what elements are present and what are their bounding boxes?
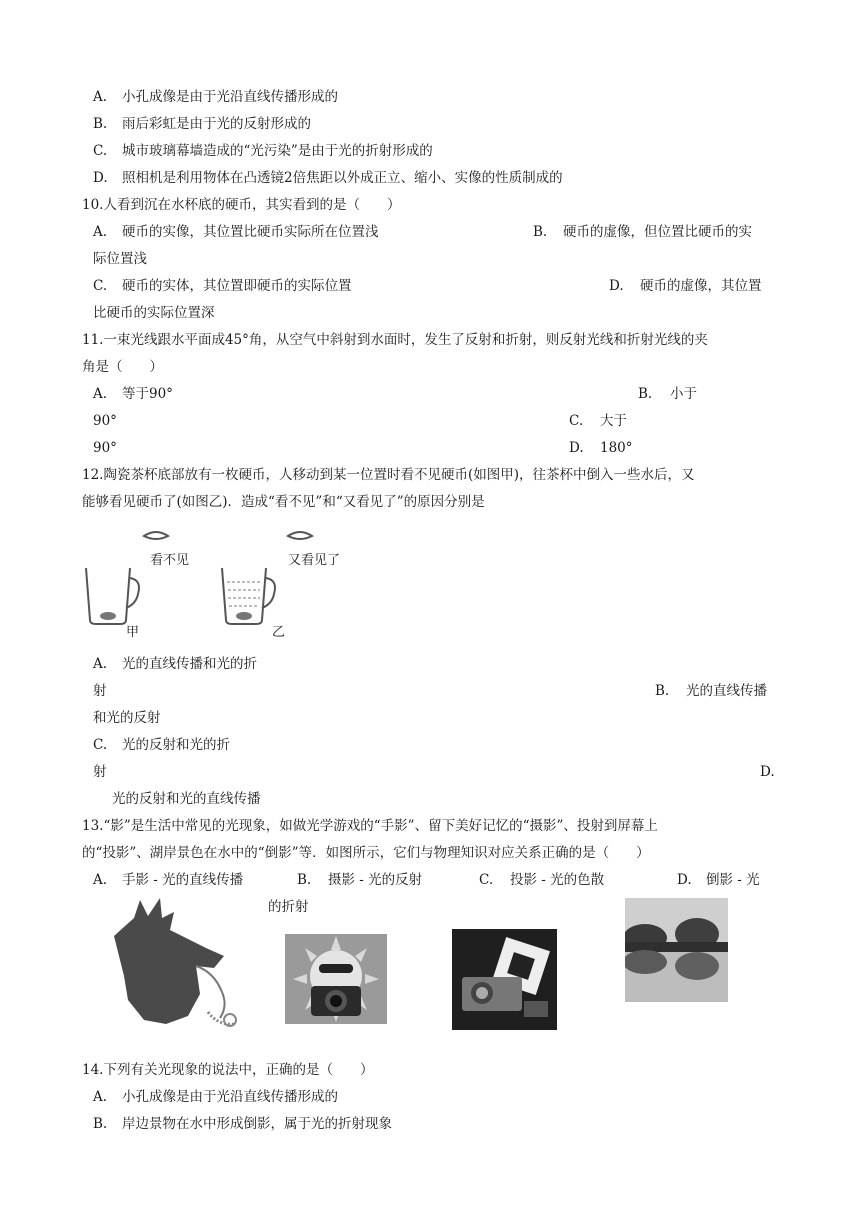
q12-option-c-letter: C. [93,737,108,753]
q10-option-c-letter: C. [93,278,108,294]
q14-option-a-text: 小孔成像是由于光沿直线传播形成的 [122,1089,338,1105]
q9-option-c-letter: C. [93,143,108,159]
q10-option-d-cont: 比硬币的实际位置深 [93,305,215,321]
q13-option-a-text: 手影 - 光的直线传播 [122,872,244,888]
camera-sun-icon [285,934,387,1024]
q14-option-b-letter: B. [93,1116,108,1132]
q11-option-b-cont: 90° [93,413,117,429]
eye-icon-left [144,532,168,539]
q13-option-c-text: 投影 - 光的色散 [510,872,605,888]
q11-option-a-letter: A. [93,386,108,402]
q12-option-d-letter: D. [760,764,775,780]
q10-option-b-text: 硬币的虚像，但位置比硬币的实 [563,224,752,240]
projection-figure [452,929,557,1030]
q13-option-c-letter: C. [479,872,494,888]
lake-reflection-icon [625,898,728,1002]
q10-option-c-text: 硬币的实体，其位置即硬币的实际位置 [122,278,352,294]
q9-option-d-letter: D. [93,170,108,186]
q13-stem-line2: 的“投影”、湖岸景色在水中的“倒影”等．如图所示，它们与物理知识对应关系正确的是（ ） [82,845,650,861]
q13-option-d-cont: 的折射 [268,899,309,915]
q11-option-c-letter: C. [569,413,584,429]
q14-option-b-text: 岸边景物在水中形成倒影，属于光的折射现象 [122,1116,392,1132]
q12-option-c-text: 光的反射和光的折 [122,737,230,753]
q11-option-c-text: 大于 [600,413,627,429]
q9-option-b-text: 雨后彩虹是由于光的反射形成的 [122,116,311,132]
q13-option-b-text: 摄影 - 光的反射 [328,872,423,888]
q13-option-b-letter: B. [297,872,312,888]
q11-stem-line2: 角是（ ） [82,359,163,375]
q11-option-c-cont: 90° [93,440,117,456]
eye-icon-right [288,532,312,539]
hand-shadow-deer-icon [104,896,252,1032]
q11-stem-line1: 11.一束光线跟水平面成45°角，从空气中斜射到水面时，发生了反射和折射，则反射光线和折射光线的夹 [82,332,708,348]
q14-option-a-letter: A. [93,1089,108,1105]
reflection-figure [625,898,728,1002]
q10-option-a-letter: A. [93,224,108,240]
coin-right-icon [236,612,252,620]
q11-option-d-letter: D. [569,440,584,456]
q12-stem-line2: 能够看见硬币了(如图乙)．造成“看不见”和“又看见了”的原因分别是 [82,494,485,510]
q13-option-a-letter: A. [93,872,108,888]
q12-option-b-text: 光的直线传播 [686,683,767,699]
cup-illustration [82,524,362,644]
q12-option-c-cont: 射 [93,764,107,780]
q11-option-b-letter: B. [638,386,653,402]
caption-yi: 乙 [272,625,286,640]
q10-option-d-letter: D. [609,278,624,294]
q10-option-b-cont: 际位置浅 [93,251,147,267]
label-can-see-again: 又看见了 [288,553,341,568]
q12-cup-figure [82,524,362,644]
q9-option-a-letter: A. [93,89,108,105]
q11-option-d-text: 180° [600,440,633,456]
q9-option-c-text: 城市玻璃幕墙造成的“光污染”是由于光的折射形成的 [122,143,433,159]
q12-option-a-letter: A. [93,656,108,672]
coin-left-icon [100,612,116,620]
q9-option-d-text: 照相机是利用物体在凸透镜2倍焦距以外成正立、缩小、实像的性质制成的 [122,170,563,186]
caption-jia: 甲 [126,625,140,640]
q13-stem-line1: 13.“影”是生活中常见的光现象，如做光学游戏的“手影”、留下美好记忆的“摄影”、投射到屏幕上 [82,818,658,834]
photography-figure [285,934,387,1024]
label-cannot-see: 看不见 [150,553,190,568]
hand-shadow-figure [104,896,252,1032]
q12-option-a-text: 光的直线传播和光的折 [122,656,257,672]
q11-option-b-text: 小于 [670,386,697,402]
q12-option-b-letter: B. [655,683,670,699]
q10-option-d-text: 硬币的虚像，其位置 [640,278,762,294]
q12-option-a-cont: 射 [93,683,107,699]
q9-option-a-text: 小孔成像是由于光沿直线传播形成的 [122,89,338,105]
q12-option-d-text: 光的反射和光的直线传播 [112,791,261,807]
q10-stem: 10.人看到沉在水杯底的硬币，其实看到的是（ ） [82,197,401,213]
q13-option-d-text: 倒影 - 光 [706,872,760,888]
q11-option-a-text: 等于90° [122,386,173,402]
projector-icon [452,929,557,1030]
q12-stem-line1: 12.陶瓷茶杯底部放有一枚硬币，人移动到某一位置时看不见硬币(如图甲)，往茶杯中倒入一些水后，又 [82,467,695,483]
q12-option-b-cont: 和光的反射 [93,710,161,726]
q10-option-a-text: 硬币的实像，其位置比硬币实际所在位置浅 [122,224,379,240]
q14-stem: 14.下列有关光现象的说法中，正确的是（ ） [82,1062,374,1078]
q10-option-b-letter: B. [533,224,548,240]
q9-option-b-letter: B. [93,116,108,132]
q13-option-d-letter: D. [677,872,692,888]
